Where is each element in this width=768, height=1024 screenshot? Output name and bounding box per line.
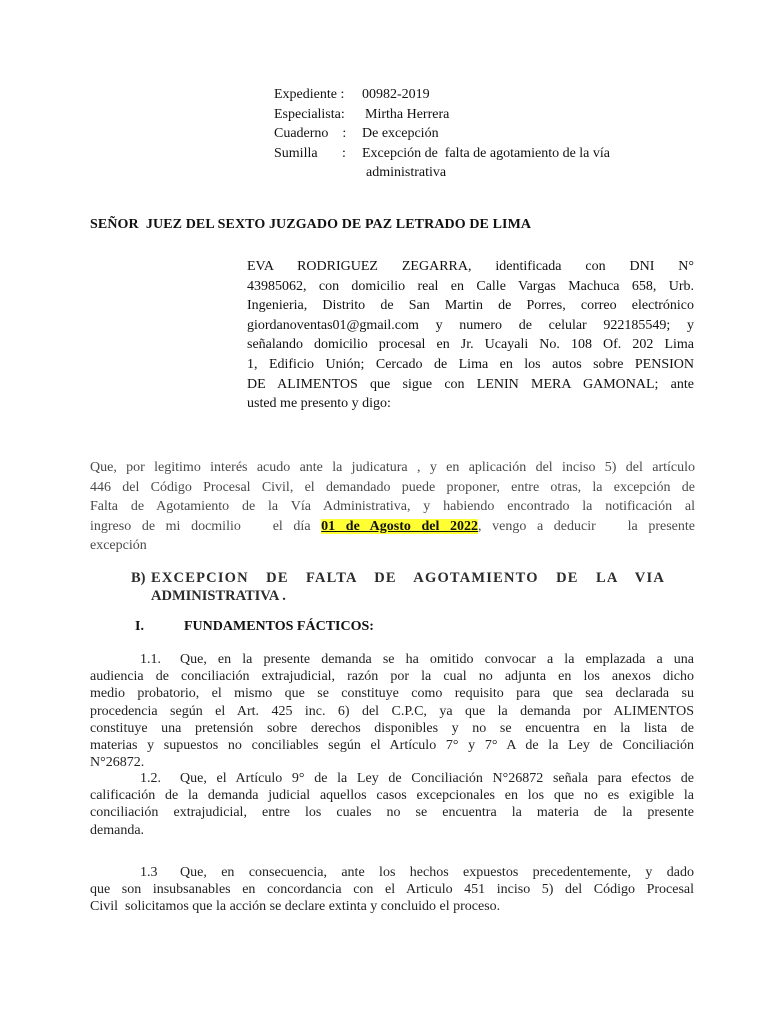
fact-number: 1.2.	[140, 771, 161, 786]
fact-number-indent	[90, 770, 180, 787]
fact-line: constituye una pretensión sobre derechos disponibles y no se encuentra en la lista de	[90, 720, 694, 736]
addressee-heading: SEÑOR JUEZ DEL SEXTO JUZGADO DE PAZ LETRADO DE LIMA	[90, 217, 532, 232]
paragraph-line: Que, por legitimo interés acudo ante la judicatura , y en aplicación del inciso 5) del artículo	[90, 460, 695, 475]
paragraph-line: excepción	[90, 538, 147, 554]
fact-line	[90, 770, 694, 787]
date-preceding-text: ingreso de mi docmilio el día	[90, 518, 322, 534]
cuaderno-row	[274, 124, 674, 144]
section-i-number: I.	[135, 619, 144, 634]
highlighted-date: 01 de Agosto del 2022	[321, 518, 478, 534]
especialista-value: Mirtha Herrera	[365, 106, 450, 122]
fact-line: materias y supuestos no conciliables según el Artículo 7° y 7° A de la Ley de Conciliación	[90, 738, 694, 754]
section-i-heading	[135, 619, 374, 635]
fact-number: 1.1.	[140, 652, 161, 667]
sumilla-row	[274, 144, 674, 164]
fact-line: N°26872.	[90, 755, 145, 771]
intro-line: 43985062, con domicilio real en Calle Vargas Machuca 658, Urb.	[247, 278, 694, 294]
sumilla-value: Excepción de falta de agotamiento de la vía	[362, 145, 611, 161]
fact-text: Que, en consecuencia, ante los hechos expuestos precedentemente, y dado	[180, 865, 694, 880]
fact-line	[90, 864, 694, 881]
petitioner-intro	[247, 257, 694, 414]
sumilla-value-continued: administrativa	[366, 165, 447, 180]
fact-number-indent	[90, 651, 180, 668]
fact-line	[90, 651, 694, 668]
date-following-text: , vengo a deducir la presente	[478, 518, 696, 534]
intro-line: 1, Edificio Unión; Cercado de Lima en los autos sobre PENSION	[247, 356, 694, 372]
especialista-row	[274, 105, 674, 125]
fact-number-indent	[90, 864, 180, 881]
intro-line: Ingenieria, Distrito de San Martin de Porres, correo electrónico	[247, 298, 694, 314]
fact-1-1	[90, 651, 694, 771]
expediente-label: Expediente :	[274, 87, 345, 102]
case-header	[274, 85, 674, 183]
expediente-row	[274, 85, 674, 105]
section-b-label: B)	[131, 570, 146, 586]
opening-paragraph	[90, 458, 695, 556]
fact-number: 1.3	[140, 865, 158, 880]
sumilla-label: Sumilla :	[274, 145, 346, 161]
fact-line: demanda.	[90, 822, 145, 838]
fact-line: procedencia según el Art. 425 inc. 6) del C.P.C, ya que la demanda por ALIMENTOS	[90, 703, 694, 719]
paragraph-line-with-date	[90, 517, 695, 537]
fact-line: medio probatorio, el mismo que se constituye como requisito para que sea declarada su	[90, 686, 694, 702]
section-i-title: FUNDAMENTOS FÁCTICOS:	[184, 619, 374, 634]
cuaderno-label: Cuaderno :	[274, 126, 347, 141]
section-b-title-line: ADMINISTRATIVA .	[151, 588, 286, 604]
expediente-value: 00982-2019	[362, 87, 430, 102]
fact-line: que son insubsanables en concordancia con el Articulo 451 inciso 5) del Código Procesal	[90, 882, 694, 898]
fact-line: calificación de la demanda judicial aquellos casos excepcionales en los que no es exigible la	[90, 788, 694, 804]
especialista-label: Especialista:	[274, 106, 345, 122]
fact-text: Que, en la presente demanda se ha omitido convocar a la emplazada a una	[180, 652, 694, 667]
fact-text: Que, el Artículo 9° de la Ley de Conciliación N°26872 señala para efectos de	[180, 771, 694, 786]
paragraph-line: 446 del Código Procesal Civil, el demandado puede proponer, entre otras, la excepción de	[90, 479, 695, 495]
intro-line: EVA RODRIGUEZ ZEGARRA, identificada con DNI N°	[247, 259, 694, 274]
section-b-title-line: EXCEPCION DE FALTA DE AGOTAMIENTO DE LA VIA	[151, 570, 665, 586]
intro-line: usted me presento y digo:	[247, 396, 391, 412]
paragraph-line: Falta de Agotamiento de la Vía Administrativa, y habiendo encontrado la notificación al	[90, 499, 695, 515]
fact-line: conciliación extrajudicial, entre los cuales no se encuentra la materia de la presente	[90, 805, 694, 821]
fact-1-2	[90, 770, 694, 839]
fact-line: Civil solicitamos que la acción se declare extinta y concluido el proceso.	[90, 899, 501, 915]
intro-line: señalando domicilio procesal en Jr. Ucayali No. 108 Of. 202 Lima	[247, 337, 694, 353]
intro-line: DE ALIMENTOS que sigue con LENIN MERA GAMONAL; ante	[247, 376, 694, 392]
intro-line: giordanoventas01@gmail.com y numero de celular 922185549; y	[247, 317, 694, 333]
fact-line: audiencia de conciliación extrajudicial, razón por la cual no adjunta en los anexos dicho	[90, 669, 694, 685]
cuaderno-value: De excepción	[362, 126, 439, 141]
section-b-title	[151, 569, 665, 605]
fact-1-3	[90, 864, 694, 916]
